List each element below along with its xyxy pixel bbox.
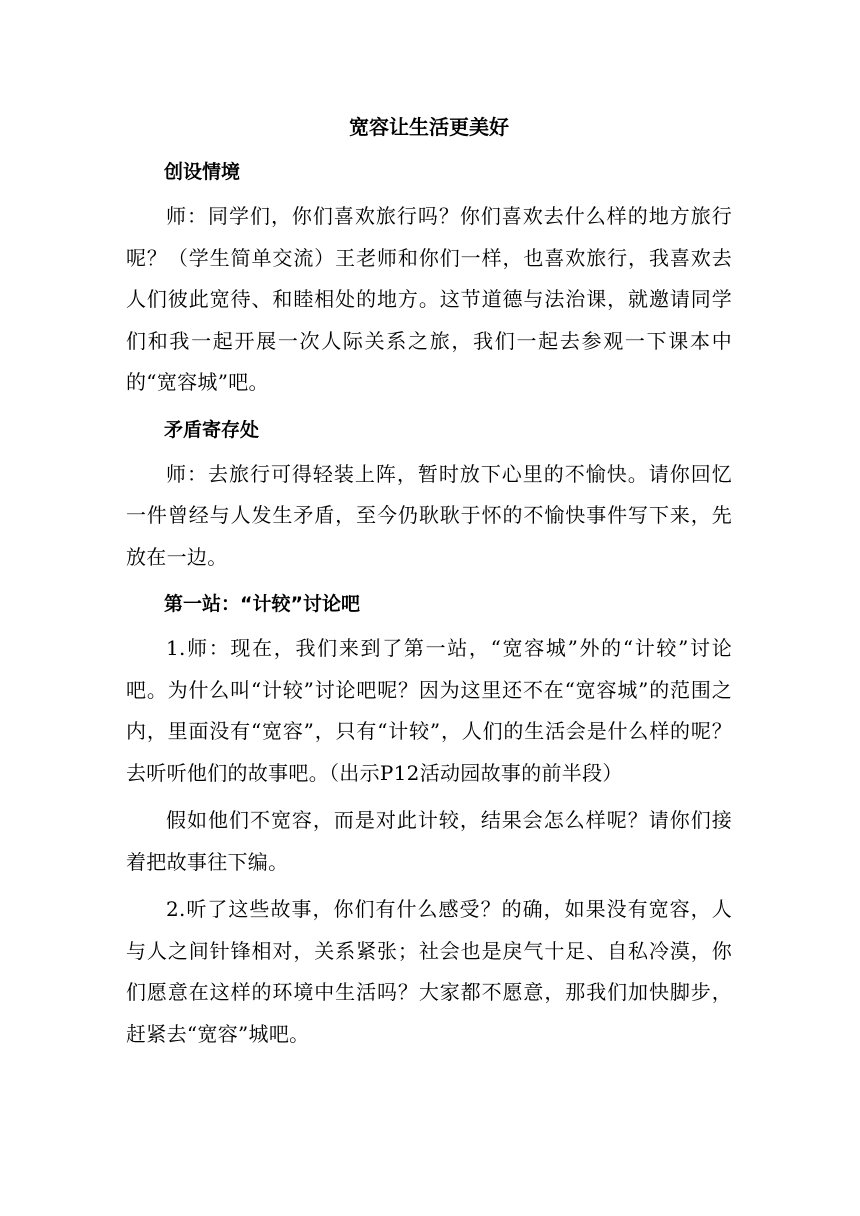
paragraph: 师：去旅行可得轻装上阵，暂时放下心里的不愉快。请你回忆一件曾经与人发生矛盾，至今仍耿耿于怀的不愉快事件写下来，先放在一边。 — [126, 461, 732, 569]
section-heading-first-stop: 第一站：“计较”讨论吧 — [164, 593, 360, 615]
paragraph: 1.师：现在，我们来到了第一站，“宽容城”外的“计较”讨论吧。为什么叫“计较”讨论吧呢？因为这里还不在“宽容城”的范围之内，里面没有“宽容”，只有“计较”，人们的生活会是什么样的呢？去听听他们的故事吧。（出示P12活动园故事的前半段） — [126, 636, 732, 785]
section-heading-conflict-storage: 矛盾寄存处 — [164, 418, 260, 441]
document-page — [126, 108, 732, 1061]
paragraph: 假如他们不宽容，而是对此计较，结果会怎么样呢？请你们接着把故事往下编。 — [126, 808, 732, 874]
document-title: 宽容让生活更美好 — [349, 115, 509, 139]
paragraph: 师：同学们，你们喜欢旅行吗？你们喜欢去什么样的地方旅行呢？（学生简单交流）王老师和你们一样，也喜欢旅行，我喜欢去人们彼此宽待、和睦相处的地方。这节道德与法治课，就邀请同学们和我一起开展一次人际关系之旅，我们一起去参观一下课本中的“宽容城”吧。 — [126, 204, 732, 394]
paragraph: 2.听了这些故事，你们有什么感受？的确，如果没有宽容，人与人之间针锋相对，关系紧张；社会也是戾气十足、自私冷漠，你们愿意在这样的环境中生活吗？大家都不愿意，那我们加快脚步，赶紧去“宽容”城吧。 — [126, 897, 732, 1046]
section-heading-scenario: 创设情境 — [164, 161, 241, 183]
